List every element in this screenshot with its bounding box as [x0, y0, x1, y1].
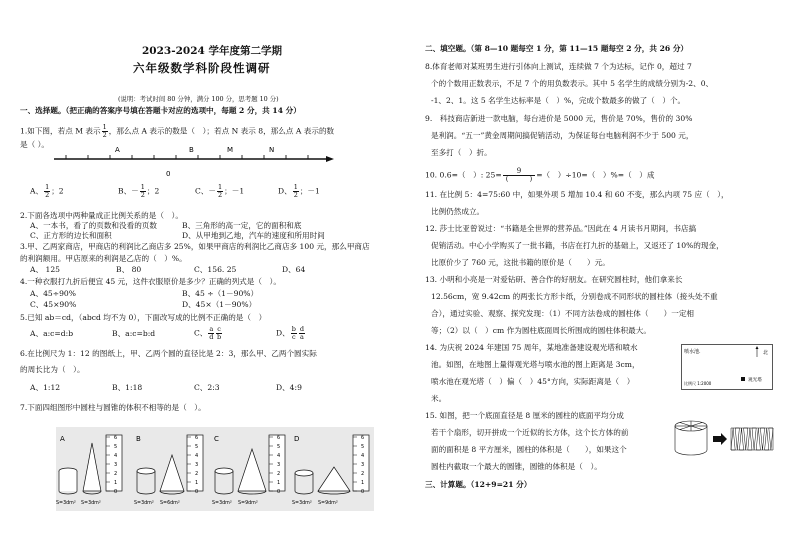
q12-line2: 促销活动。中心小学购买了一批书籍，书店在打九折的基础上，又返还了 10%的现金， [431, 241, 724, 250]
ruler-tick-label: 2 [361, 471, 365, 477]
rearranged-solid [731, 428, 773, 450]
exam-title: 2023-2024 学年度第二学期 [142, 45, 282, 57]
number-line [54, 147, 344, 181]
axis-zero: 0 [166, 170, 171, 178]
tower-label: 观光塔 [748, 378, 762, 383]
sector-piece [744, 428, 748, 450]
q14-map [681, 344, 773, 390]
svg-text:D: D [294, 435, 300, 443]
map-scale: 比例尺 1:2000 [684, 381, 712, 386]
right-page [397, 0, 794, 547]
ruler-tick-label: 5 [277, 444, 281, 450]
q1-fraction: $\frac{1}{2}$ [102, 123, 107, 139]
q1-option-d: D、 $\frac{1}{2}$ ；－1 [278, 183, 320, 199]
q1-line2: 是（ ）。 [20, 140, 49, 149]
q4-option-d: D、45×（1－90%） [182, 300, 257, 309]
sector-piece [752, 428, 756, 450]
q15-figure [673, 418, 777, 460]
ruler-tick-label: 3 [195, 462, 199, 468]
q13-line4: 等；（2）以（ ）cm 作为圆柱底面周长所围成的圆柱体积最大。 [431, 326, 651, 335]
q1-option-c: C、－ $\frac{1}{2}$ ；－1 [195, 183, 245, 199]
ruler-tick-label: 5 [114, 444, 118, 450]
q6-option-c: C、2:3 [194, 383, 220, 392]
q5-option-d: D、 $\frac{b}{c}$ $\frac{d}{a}$ [276, 325, 305, 341]
ruler-tick-label: 6 [361, 435, 365, 441]
q14-line1: 14. 为庆祝 2024 年建国 75 周年，某地准备建设观光塔和喷水 [425, 343, 638, 352]
ruler-tick-label: 0 [277, 489, 281, 495]
ruler-tick-label: 0 [195, 489, 199, 495]
ruler-tick-label: 3 [114, 462, 118, 468]
q1-option-a: A、 $\frac{1}{2}$ ；2 [30, 183, 64, 199]
sector-piece [731, 428, 735, 450]
ruler-tick-label: 0 [361, 489, 365, 495]
q6-line2: 的周长比为（ ）。 [20, 365, 85, 374]
ruler-tick-label: 3 [361, 462, 365, 468]
ruler-tick-label: 6 [277, 435, 281, 441]
q15-line3: 面的面积是 8 平方厘米，圆柱的体积是（ ），如果这个 [431, 445, 627, 454]
q5-option-b: B、a:c=b:d [112, 329, 156, 338]
q5-option-c: C、 $\frac{a}{d}$ $\frac{c}{b}$ [194, 325, 222, 341]
q14-line3: 喷水池在观光塔（ ）偏（ ）45°方向，实际距离是（ ） [431, 377, 635, 386]
ruler-tick-label: 4 [195, 453, 199, 459]
q14-line4: 米。 [431, 394, 447, 403]
q2-option-b: B、三角形的高一定，它的面积和底 [182, 221, 302, 230]
ruler-tick-label: 6 [114, 435, 118, 441]
q4-option-b: B、45 ÷（1－90%） [182, 289, 259, 298]
q1-line1: 1.如下图，若点 M 表示 $\frac{1}{2}$ ，那么点 A 表示的数是（ ）；若点 N 表示 8，那么点 A 表示的数 [20, 123, 335, 139]
ruler-tick-label: 4 [277, 453, 281, 459]
ruler-tick-label: 3 [277, 462, 281, 468]
section3-heading: 三、计算题。（12+9=21 分） [425, 480, 532, 489]
ruler-tick-label: 6 [195, 435, 199, 441]
svg-text:S=3dm²: S=3dm² [134, 501, 154, 506]
q6-option-a: A、1:12 [30, 383, 61, 392]
svg-text:S=3dm²: S=3dm² [81, 501, 101, 506]
q9-line2: 是利润。“五一”黄金周期间搞促销活动，为保证每台电脑利润不少于 500 元， [431, 131, 694, 140]
q4-option-a: A、45÷90% [30, 289, 76, 298]
q8-line1: 8.体育老师对某班男生进行引体向上测试，连续做 7 个为达标，记作 0，超过 7 [425, 62, 692, 71]
ruler-tick-label: 2 [114, 471, 118, 477]
ruler-tick-label: 2 [277, 471, 281, 477]
q2-stem: 2.下面各选项中两种量成正比例关系的是（ ）。 [20, 211, 183, 220]
q5-option-a: A、a:c=d:b [30, 329, 74, 338]
sector-piece [765, 428, 769, 450]
q6-option-d: D、4:9 [276, 383, 302, 392]
q9-line1: 9. 科技商店新进一款电脑，每台进价是 5000 元，售价是 70%，售价的 30% [425, 114, 693, 123]
q2-option-d: D、从甲地到乙地，汽车的速度和所用时间 [182, 231, 325, 240]
q4-stem: 4.一种衣服打九折后便宜 45 元，这件衣服原价是多少？正确的列式是（ ）。 [20, 277, 281, 286]
q3-option-d: D、64 [282, 265, 306, 274]
sector-piece [739, 428, 743, 450]
axis-label-n: N [269, 146, 275, 154]
section1-heading: 一、选择题。（把正确的答案序号填在答题卡对应的选项中，每题 2 分，共 14 分） [20, 106, 301, 115]
exam-note: (说明：考试时间 80 分钟，满分 100 分，思考题 10 分) [118, 95, 279, 103]
q9-line3: 至多打（ ）折。 [431, 148, 492, 157]
q8-line2: 个的个数用正数表示，不足 7 个的用负数表示。其中 5 名学生的成绩分别为-2、0、 [431, 79, 714, 88]
q15-line4: 圆柱内截取一个最大的圆锥，圆锥的体积是（ ）。 [431, 462, 602, 471]
ruler-tick-label: 1 [361, 480, 365, 486]
q13-line3: 合），通过实验、观察、探究发现：（1）不同方法卷成的圆柱体（ ）一定相 [431, 309, 695, 318]
q7-stem: 7.下面四组图形中圆柱与圆锥的体积不相等的是（ ）。 [20, 403, 206, 412]
q3-option-b: B、 80 [116, 265, 142, 274]
svg-text:S=3dm²: S=3dm² [56, 501, 76, 506]
q3-line1: 3.甲、乙两家商店，甲商店的利润比乙商店多 25%，如果甲商店的利润比乙商店多 100 元，那么甲商店 [20, 242, 370, 251]
sector-piece [735, 428, 739, 450]
q12-line1: 12. 莎士比亚曾说过：“书籍是全世界的营养品。”因此在 4 月读书月期间，书店搞 [425, 224, 697, 233]
q14-line2: 池。如图，在地图上量得观光塔与喷水池的图上距离是 3cm， [431, 360, 640, 369]
svg-text:A: A [60, 435, 65, 443]
sector-piece [769, 428, 773, 450]
q13-line1: 13. 小明和小亮是一对爱钻研、善合作的好朋友。在研究圆柱时，他们拿来长 [425, 275, 683, 284]
ruler-tick-label: 1 [277, 480, 281, 486]
q3-option-c: C、156. 25 [194, 265, 237, 274]
svg-text:S=9dm²: S=9dm² [238, 501, 258, 506]
q6-option-b: B、1:18 [112, 383, 143, 392]
north-label: 北 [763, 350, 769, 356]
q3-option-a: A、 125 [30, 265, 60, 274]
q10: 10. 0.6=（ ）: 25= $\frac{9}{( )}$ =（ ）÷10=（ ）%=（ ）成 [425, 167, 655, 183]
tower-marker [741, 377, 745, 381]
q11-line2: 比例仍然成立。 [431, 207, 485, 216]
section2-heading: 二、填空题。（第 8—10 题每空 1 分，第 11—15 题每空 2 分，共 26 分） [425, 44, 689, 53]
q3-line2: 的利润额用。甲店原来的利润是乙店的（ ）%。 [20, 254, 187, 263]
ruler-tick-label: 4 [114, 453, 118, 459]
ruler-tick-label: 5 [361, 444, 365, 450]
q4-option-c: C、45×90% [30, 300, 77, 309]
svg-text:B: B [136, 435, 141, 443]
ruler-tick-label: 2 [195, 471, 199, 477]
q8-line3: -1、2、1。这 5 名学生达标率是（ ）%，完成个数最多的做了（ ）个。 [431, 96, 686, 105]
axis-label-m: M [227, 146, 234, 154]
axis-label-a: A [115, 146, 120, 154]
sector-piece [756, 428, 760, 450]
q1-option-b: B、－ $\frac{1}{2}$ ；2 [118, 183, 160, 199]
q15-line1: 15. 如图，把一个底面直径是 8 厘米的圆柱的底面平均分成 [425, 411, 624, 420]
sector-piece [748, 428, 752, 450]
q12-line3: 比原价少了 760 元，这批书籍的原价是（ ）元。 [431, 258, 610, 267]
ruler-tick-label: 1 [195, 480, 199, 486]
svg-text:C: C [214, 435, 219, 443]
ruler-tick-label: 0 [114, 489, 118, 495]
axis-label-b: B [189, 146, 194, 154]
ruler-tick-label: 5 [195, 444, 199, 450]
ruler-tick-label: 4 [361, 453, 365, 459]
ruler-tick-label: 1 [114, 480, 118, 486]
sector-piece [760, 428, 764, 450]
q5-stem: 5.已知 ab＝cd，（abcd 均不为 0），下面改写成的比例不正确的是（ ） [20, 313, 267, 322]
q2-option-a: A、一本书，看了的页数和没看的页数 [30, 221, 157, 230]
q13-line2: 12.56cm，宽 9.42cm 的两张长方形卡纸，分别卷成不同形状的圆柱体（接头处不重 [431, 292, 718, 301]
svg-text:S=3dm²: S=3dm² [212, 501, 232, 506]
q7-figures [56, 427, 374, 511]
svg-text:S=6dm²: S=6dm² [160, 501, 180, 506]
exam-subtitle: 六年级数学科阶段性调研 [133, 61, 271, 75]
fountain-label: 喷水池. [684, 349, 701, 355]
q2-option-c: C、正方形的边长和面积 [30, 231, 112, 240]
svg-text:S=9dm²: S=9dm² [318, 501, 338, 506]
svg-text:S=3dm²: S=3dm² [292, 501, 312, 506]
q15-line2: 若干个扇形，切开拼成一个近似的长方体，这个长方体的前 [431, 428, 629, 437]
q11-line1: 11. 在比例 5：4=75:60 中，如果外项 5 增加 10.4 和 60 不变，那么内项 75 应（ ）， [425, 190, 729, 199]
q6-line1: 6.在比例尺为 1：12 的图纸上，甲、乙两个圆的直径比是 2：3，那么甲、乙两个圆实际 [20, 349, 317, 358]
